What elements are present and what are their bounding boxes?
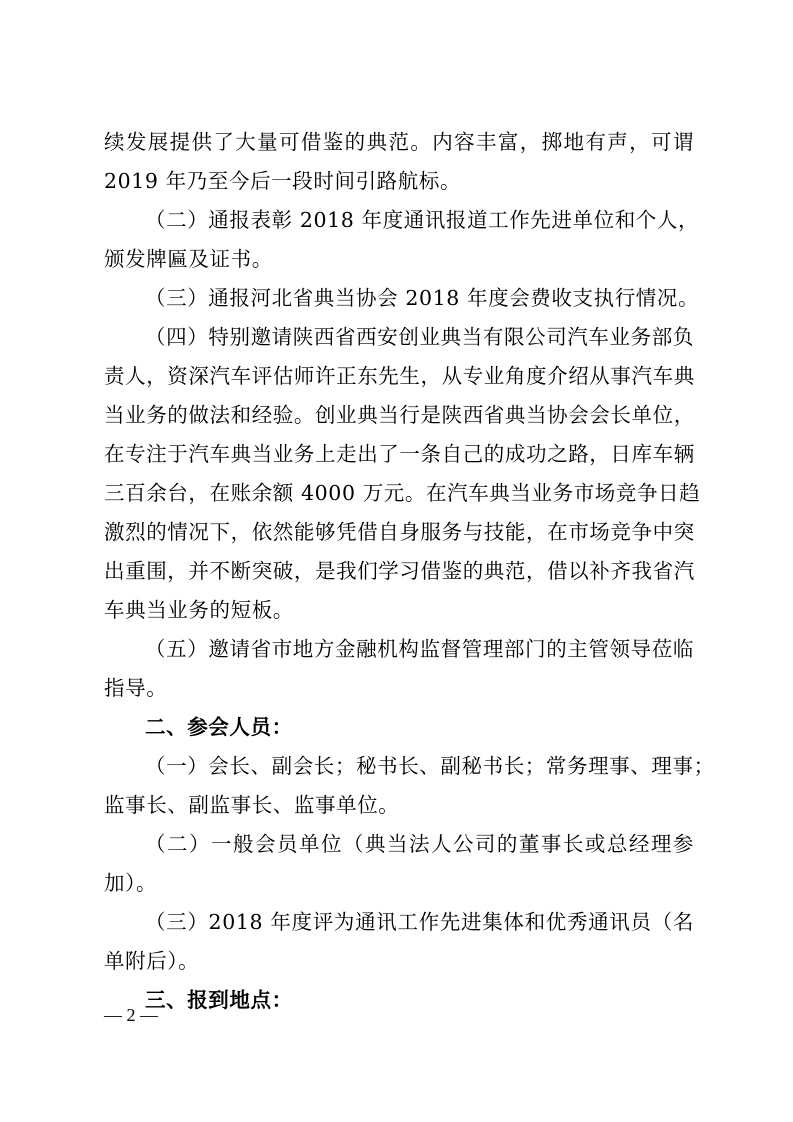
text-line: 责人，资深汽车评估师许正东先生，从专业角度介绍从事汽车典 [104,364,695,388]
text-line: 当业务的做法和经验。创业典当行是陕西省典当协会会长单位， [104,403,695,427]
text-line: （五）邀请省市地方金融机构监督管理部门的主管领导莅临 [145,637,694,661]
text-line: 出重围，并不断突破，是我们学习借鉴的典范，借以补齐我省汽 [104,559,695,583]
text-line: （三）2018 年度评为通讯工作先进集体和优秀通讯员（名 [145,910,694,934]
text-line: （一）会长、副会长；秘书长、副秘书长；常务理事、理事； [145,754,715,778]
text-line: （四）特别邀请陕西省西安创业典当有限公司汽车业务部负 [145,325,694,349]
text-line: 三百余台，在账余额 4000 万元。在汽车典当业务市场竞争日趋 [104,481,701,505]
section-heading: 三、报到地点： [145,988,293,1012]
page-number: — 2 — [104,1005,158,1025]
text-line: 激烈的情况下，依然能够凭借自身服务与技能，在市场竞争中突 [104,520,695,544]
text-line: 指导。 [104,676,168,700]
text-line: 单附后）。 [104,949,200,973]
text-line: （三）通报河北省典当协会 2018 年度会费收支执行情况。 [145,286,700,310]
text-line: 2019 年乃至今后一段时间引路航标。 [104,169,462,193]
text-line: 续发展提供了大量可借鉴的典范。内容丰富，掷地有声，可谓 [104,130,694,154]
text-line: 在专注于汽车典当业务上走出了一条自己的成功之路，日库车辆 [104,442,695,466]
section-heading: 二、参会人员： [145,715,293,739]
text-line: （二）通报表彰 2018 年度通讯报道工作先进单位和个人， [145,208,700,232]
text-line: （二）一般会员单位（典当法人公司的董事长或总经理参 [145,832,694,856]
text-line: 颁发牌匾及证书。 [104,247,273,271]
text-line: 车典当业务的短板。 [104,598,294,622]
text-line: 加）。 [104,871,158,895]
text-line: 监事长、副监事长、监事单位。 [104,793,400,817]
